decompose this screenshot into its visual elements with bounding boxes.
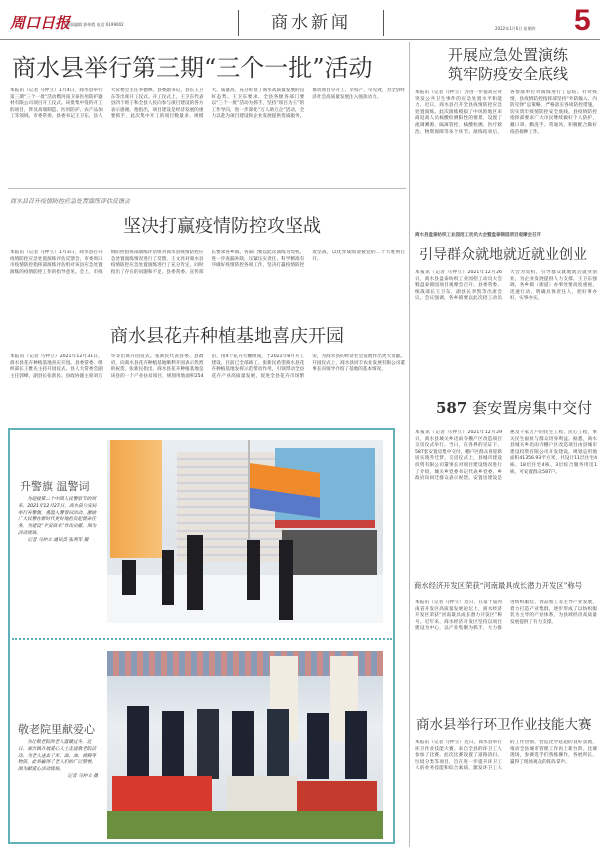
devzone-article-body: 本报讯（记者 马仲立）近日，在第十届河南省开发区高质量发展论坛上，商水经济开发区荣获“河南最具成长潜力开发区”称号。近年来，商水经济开发区坚持以项目建设为中心，以产业集聚为抓手，大力推进纺织服装、食品加工等主导产业发展，着力打造产业集群，逐步形成了以纺织服装为主导的产业体系，为县域经济高质量发展提供了有力支撑。 [415,600,597,632]
editor-info: 版面编辑 郭伟霞 电话 6199002 [66,22,124,27]
emergency-headline [448,46,568,84]
section-title: 商水新闻 [238,10,384,36]
photo2-caption-text: 为让敬老院的老人温暖过冬，近日，胡吉镇开展爱心人士走进敬老院活动，为老人送去了米、面、油、被褥等物资，此举赢得了老人们的广泛赞誉。图为献爱心活动现场。 [18,740,97,773]
flower-article-body: 本报讯（记者 马仲立）2021年12月31日，商水县花卉种植基地喜庆开园。县委常委、组织部长王雅先主持开园仪式，县人大常委会副主任郭峰，副县长张新民、县政协副主席刘万华等出席开园仪式。张新民代表县委、县政府，向商水县花卉种植基地顺利开园表示热烈的祝贺。张新民指出，商水县花卉种植基地是该县的一个产业扶贫项目，规划用地面积254亩，由4个花卉大棚组成，于2021年8月开工建设，目前已全部竣工。张新民希望商水县花卉种植基地发挥示范带动作用，引领带动全县花卉产业高质量发展，促进全县花卉市场繁荣，为商水县的经济社会发展作出更大贡献。开园仪式上，商水县同丰农业发展有限公司董事长向领导介绍了基地的基本情况。 [10,354,405,379]
drill-article-body: 本报讯（记者 马仲立）1月3日，商水县召开疫情防控应急处置演练评估反馈会，市委周口市疫情防控指挥部演练评估组对该县应急处置演练的疫情防控工作的指导意见。会上，市疫情防控指挥部演练评估组对商水县疫情防控应急处置演练情况进行了反馈，王文亮对商水县疫情防控应急处置演练进行了充分肯定，同时指出了存在的问题和不足。县委常委、宣传部长要求各乡镇、各部门要以此次演练为契机，进一步查漏补缺，压紧压实责任，科学精准有序做好疫情防控各项工作，坚决打赢疫情防控攻坚战，以优异成绩迎接党的二十大胜利召开。 [10,250,405,275]
employment-subtitle: 商水县盘泰纺织工业园招工动员大会暨盘泰锦园项目观摩会召开 [415,233,541,238]
drill-headline: 坚决打赢疫情防控攻坚战 [123,216,321,237]
employment-headline: 引导群众就地就近就业创业 [419,247,587,263]
newspaper-logo: 周口日报 [10,14,71,32]
page-number: 5 [574,4,591,37]
housing-headline [436,397,592,418]
photo1-caption [18,497,98,545]
main-article-body: 本报讯（记者 马仲立）1月4日，商水县举行第三期“三个一批”活动暨河南卫泰医用防护器材有限公司项目开工仪式。该批集中签约开工的项目，涉及高端制造、医用防护、农产品加工等领域。市委常委、县委书记王卫东，县人大常委会主任李德林，县委副书记、县长王卫东等出席开工仪式。开工仪式上，王卫东代表县四个班子和全县人民向参与项目建设的各方表示感谢。他指出，项目建设是经济发展的重要抓手，此次集中开工的项目数量多、规模大、质量高，充分彰显了商水高质量发展的良好态势。王卫东要求，全县各级各部门要以“三个一批”活动为抓手，坚持“项目为王”的工作导向，进一步深化“万人助万企”活动，全力以赴为项目建设和企业发展提供优质服务，推动项目早开工、早投产、早见效，为全县经济社会高质量发展注入强劲动力。 [10,88,405,120]
emergency-headline-line1: 开展应急处置演练 [448,46,569,64]
nursing-home-photo [107,651,383,839]
photo2-caption [18,740,98,781]
sanitation-headline: 商水县举行环卫作业技能大赛 [416,717,592,733]
drill-subtitle: 商水县召开疫情防控应急处置演练评估反馈会 [10,198,131,205]
photo1-title: 升警旗 温警词 [20,480,90,493]
photo2-title: 敬老院里献爱心 [18,723,95,736]
devzone-headline: 商水经济开发区荣获“河南最具成长潜力开发区”称号 [414,581,582,590]
emergency-article-body: 本报讯（记者 马仲立）为进一步提高应对突发公共卫生事件的应急处置水平和能力，近日，商水县召开全县疫情防控应急处置演练。此次演练模拟了中风险地区来商返商人员核酸检测阳性的情景，设置了流调溯源、隔离管控、核酸检测、医疗救治、物资保障等多个环节。演练结束后，各参演单位对演练进行了总结。针对疫情，县疫情防控指挥部坚持“外防输入、内防反弹”总策略，严格落实各项防控措施，切实筑牢疫情防控安全底线。县疫情防控指挥部要求广大市民继续做好个人防护，戴口罩、勤洗手、常通风，积极配合做好疫苗接种工作。 [415,90,597,135]
header-rule [0,39,600,40]
issue-date: 2022年1月6日 星期四 [495,26,536,31]
police-flag [250,463,320,518]
photo-divider [12,638,392,640]
emergency-headline-line2: 筑牢防疫安全底线 [448,65,569,83]
column-divider [409,42,410,847]
main-headline: 商水县举行第三期“三个一批”活动 [12,54,373,82]
divider [8,188,406,189]
housing-article-body: 本报讯（记者 马仲立）2021年12月29日，商水县城关乡迅雨寺棚户区改造项目交房仪式举行。当日，在各界的见证下，587套安置房集中交付，棚户区群众喜迎新居实现乔迁梦。交房仪式上，县城市建设投资有限公司董事长对项目建设情况进行了介绍，城关乡党委书记代表乡党委、乡政府向回迁群众表示祝贺。安置房建设是惠及千家万户的民生工程、民心工程，事关民生福祉与群众切身利益。据悉，商水县城关乡迅雨寺棚户区改造项目由县城市建设投资有限公司开发建设，规划总用地面积41356.93平方米，共设计11层住宅4栋、18层住宅4栋、3层综合服务用房1栋，可安置群众587户。 [415,430,597,482]
employment-article-body: 本报讯（记者 马仲立）2021年12月26日，商水县盘泰纺织工业园招工动员大会暨盘泰锦园项目观摩会召开。县委常委、统战部长王卫东，副县长李凯等出席会议。会议强调，各乡镇要以此次招工动员大会为契机，引导群众就地就近就业创业，为企业发展提供人力支撑。王卫东强调，各乡镇（街道）办事处要高度重视，迅速行动，明确具体责任人，把好事办好、实事办实。 [415,270,597,302]
photo1-caption-text: 为迎接第二个中国人民警察节的到来，2021年12月27日，商水县公安局举行升警旗、重温入警誓词活动，激励广大民警在新时代更好地担负起使命任务，为建设“平安商水”作出贡献。图为活动现场。 [18,497,97,536]
photo2-credit: 记者 马仲立 摄 [67,773,98,779]
flower-headline: 商水县花卉种植基地喜庆开园 [110,326,344,347]
housing-count: 587 [436,399,468,417]
flag-raising-photo [107,440,383,623]
photo1-credit: 记者 马仲立 通讯员 张利军 摄 [27,537,89,543]
sanitation-article-body: 本报讯（记者 马仲立）近日，商水县举行环卫作业技能大赛。来自全县的环卫工人参加了比赛。此次比赛设置了道路清扫、垃圾分类等项目，旨在进一步提升环卫工人的业务技能和综合素质，激发环卫工人的工作热情，营造比学赶超的良好氛围，推动全县城市管理工作再上新台阶。比赛现场，参赛选手们熟练操作，各展所长，赢得了现场观众的阵阵掌声。 [415,740,597,772]
housing-headline-text: 套安置房集中交付 [472,399,593,417]
